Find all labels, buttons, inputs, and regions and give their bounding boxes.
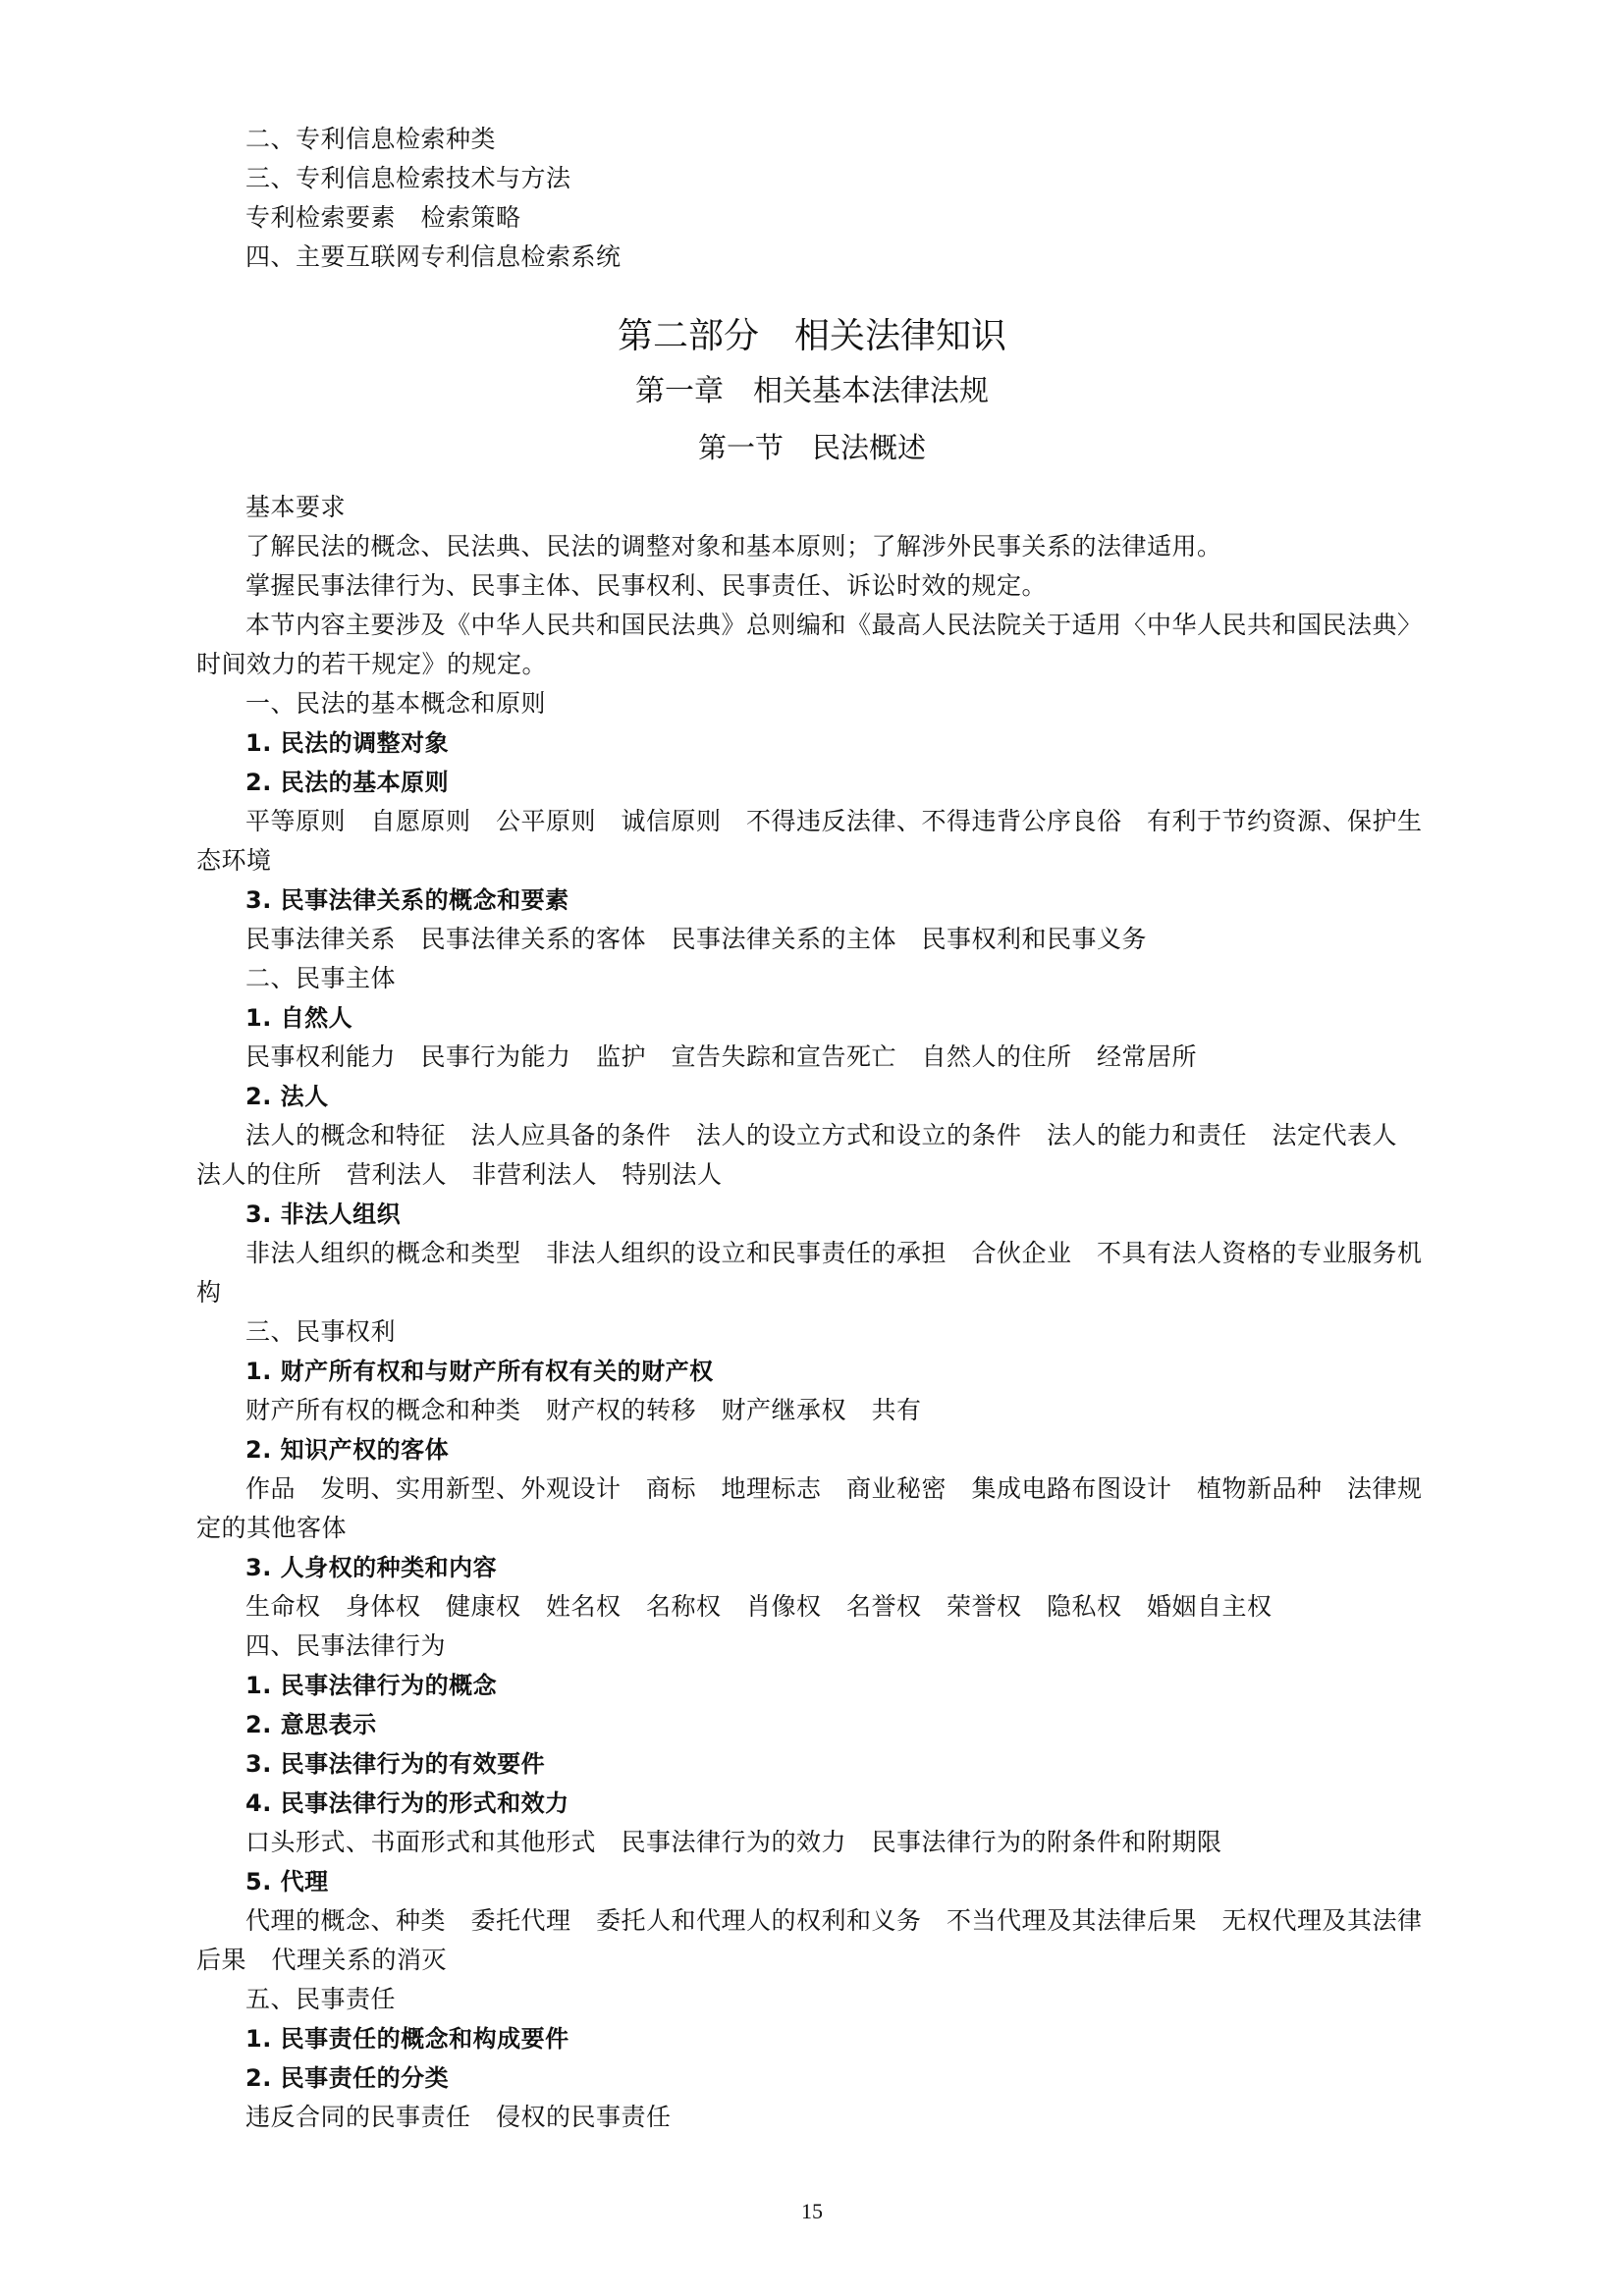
subheading: 5. 代理 bbox=[245, 1868, 329, 1896]
outline-heading: 五、民事责任 bbox=[245, 1985, 397, 2013]
subheading: 1. 民事法律行为的概念 bbox=[245, 1672, 498, 1699]
body-text: 平等原则 自愿原则 公平原则 诚信原则 不得违反法律、不得违背公序良俗 有利于节约资源、保护生 bbox=[245, 807, 1423, 835]
subheading: 2. 意思表示 bbox=[245, 1711, 377, 1738]
subheading: 2. 民事责任的分类 bbox=[245, 2064, 450, 2092]
body-text: 法人的概念和特征 法人应具备的条件 法人的设立方式和设立的条件 法人的能力和责任 法定代表人 bbox=[245, 1121, 1398, 1149]
body-text: 口头形式、书面形式和其他形式 民事法律行为的效力 民事法律行为的附条件和附期限 bbox=[245, 1828, 1222, 1856]
subheading: 3. 非法人组织 bbox=[245, 1201, 402, 1228]
outline-heading: 二、民事主体 bbox=[245, 964, 397, 992]
subheading: 1. 民事责任的概念和构成要件 bbox=[245, 2025, 569, 2053]
body-text: 本节内容主要涉及《中华人民共和国民法典》总则编和《最高人民法院关于适用〈中华人民共和国民法典〉 bbox=[245, 611, 1423, 639]
body-text: 态环境 bbox=[196, 846, 272, 875]
body-text: 掌握民事法律行为、民事主体、民事权利、民事责任、诉讼时效的规定。 bbox=[245, 571, 1048, 600]
body-text: 生命权 身体权 健康权 姓名权 名称权 肖像权 名誉权 荣誉权 隐私权 婚姻自主权 bbox=[245, 1592, 1272, 1621]
body-text: 时间效力的若干规定》的规定。 bbox=[196, 650, 548, 678]
body-text: 财产所有权的概念和种类 财产权的转移 财产继承权 共有 bbox=[245, 1396, 922, 1424]
chapter-title: 第一章 相关基本法律法规 bbox=[635, 374, 989, 408]
subheading: 3. 人身权的种类和内容 bbox=[245, 1554, 498, 1581]
subheading: 2. 知识产权的客体 bbox=[245, 1436, 450, 1464]
outline-item: 三、专利信息检索技术与方法 bbox=[245, 164, 571, 192]
body-text: 民事法律关系 民事法律关系的客体 民事法律关系的主体 民事权利和民事义务 bbox=[245, 925, 1148, 953]
body-text: 法人的住所 营利法人 非营利法人 特别法人 bbox=[196, 1160, 723, 1189]
part-title: 第二部分 相关法律知识 bbox=[617, 316, 1006, 356]
outline-item: 二、专利信息检索种类 bbox=[245, 125, 497, 153]
body-text: 定的其他客体 bbox=[196, 1514, 348, 1542]
outline-item: 四、主要互联网专利信息检索系统 bbox=[245, 242, 622, 271]
body-text: 了解民法的概念、民法典、民法的调整对象和基本原则；了解涉外民事关系的法律适用。 bbox=[245, 532, 1222, 561]
body-text: 违反合同的民事责任 侵权的民事责任 bbox=[245, 2103, 672, 2131]
outline-heading: 三、民事权利 bbox=[245, 1317, 397, 1346]
outline-heading: 一、民法的基本概念和原则 bbox=[245, 689, 547, 718]
section-title: 第一节 民法概述 bbox=[697, 431, 926, 464]
body-text: 非法人组织的概念和类型 非法人组织的设立和民事责任的承担 合伙企业 不具有法人资格的专业服务机 bbox=[245, 1239, 1423, 1267]
subheading: 3. 民事法律关系的概念和要素 bbox=[245, 886, 569, 914]
subheading: 2. 法人 bbox=[245, 1083, 329, 1110]
subheading: 4. 民事法律行为的形式和效力 bbox=[245, 1789, 569, 1817]
outline-item: 专利检索要素 检索策略 bbox=[245, 203, 521, 232]
outline-heading: 四、民事法律行为 bbox=[245, 1631, 447, 1660]
body-text: 民事权利能力 民事行为能力 监护 宣告失踪和宣告死亡 自然人的住所 经常居所 bbox=[245, 1042, 1198, 1071]
body-text: 代理的概念、种类 委托代理 委托人和代理人的权利和义务 不当代理及其法律后果 无权代理及其法律 bbox=[245, 1906, 1423, 1935]
requirements-heading: 基本要求 bbox=[245, 493, 347, 521]
subheading: 2. 民法的基本原则 bbox=[245, 769, 450, 796]
subheading: 1. 民法的调整对象 bbox=[245, 729, 450, 757]
body-text: 后果 代理关系的消灭 bbox=[196, 1946, 448, 1974]
body-text: 构 bbox=[196, 1278, 222, 1307]
subheading: 1. 财产所有权和与财产所有权有关的财产权 bbox=[245, 1358, 714, 1385]
body-text: 作品 发明、实用新型、外观设计 商标 地理标志 商业秘密 集成电路布图设计 植物新品种 法律规 bbox=[245, 1474, 1423, 1503]
subheading: 3. 民事法律行为的有效要件 bbox=[245, 1750, 546, 1778]
subheading: 1. 自然人 bbox=[245, 1004, 353, 1032]
page-number: 15 bbox=[801, 2199, 823, 2223]
